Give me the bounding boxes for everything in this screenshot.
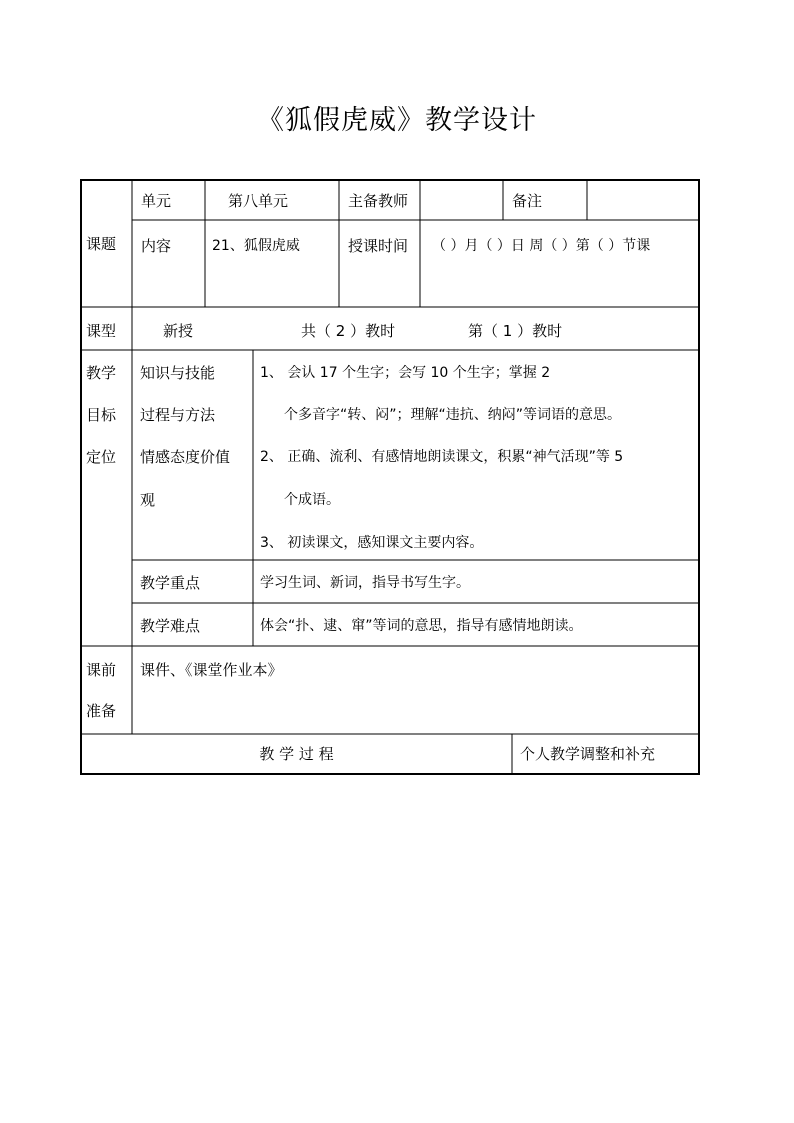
prep-value: 课件、《课堂作业本》 (140, 661, 283, 679)
prep-label-1: 课前 (86, 661, 117, 679)
lesson-label: 课题 (86, 235, 117, 253)
key-point-value: 学习生词、新词，指导书写生字。 (260, 575, 470, 591)
difficult-point-value: 体会“扑、逮、窜”等词的意思，指导有感情地朗读。 (260, 618, 583, 634)
goal-item: 1、 会认 17 个生字；会写 10 个生字；掌握 2 (260, 365, 551, 381)
unit-value: 第八单元 (228, 192, 289, 210)
difficult-point-label: 教学难点 (140, 617, 201, 635)
goal-dimension-attitude-cont: 观 (140, 491, 156, 509)
content-label: 内容 (141, 237, 172, 255)
teacher-label: 主备教师 (348, 192, 409, 210)
goal-item: 2、 正确、流利、有感情地朗读课文，积累“神气活现”等 5 (260, 449, 624, 465)
table-grid (80, 179, 700, 775)
process-label: 教 学 过 程 (259, 745, 334, 763)
goals-label-3: 定位 (86, 448, 117, 466)
key-point-label: 教学重点 (140, 574, 201, 592)
type-value: 新授 (163, 322, 194, 340)
total-periods: 共（ 2 ）教时 (301, 322, 396, 340)
goal-dimension-process: 过程与方法 (140, 406, 216, 424)
content-value: 21、狐假虎威 (212, 238, 300, 254)
goal-item: 个成语。 (284, 492, 340, 508)
goals-label-1: 教学 (86, 364, 117, 382)
lesson-plan-table (80, 179, 700, 775)
goal-dimension-attitude: 情感态度价值 (140, 448, 231, 466)
note-label: 备注 (512, 192, 543, 210)
time-label: 授课时间 (348, 237, 409, 255)
goals-label-2: 目标 (86, 406, 117, 424)
adjustment-label: 个人教学调整和补充 (520, 745, 656, 763)
prep-label-2: 准备 (86, 702, 117, 720)
unit-label: 单元 (141, 192, 172, 210)
time-value: （ ）月（ ）日 周（ ）第（ ）节课 (432, 238, 651, 254)
goal-item: 3、 初读课文，感知课文主要内容。 (260, 535, 484, 551)
type-label: 课型 (86, 322, 117, 340)
goal-dimension-knowledge: 知识与技能 (140, 364, 216, 382)
page-title: 《狐假虎威》教学设计 (257, 105, 537, 136)
goal-item: 个多音字“转、闷”；理解“违抗、纳闷”等词语的意思。 (284, 407, 622, 423)
current-period: 第（ 1 ）教时 (468, 322, 563, 340)
